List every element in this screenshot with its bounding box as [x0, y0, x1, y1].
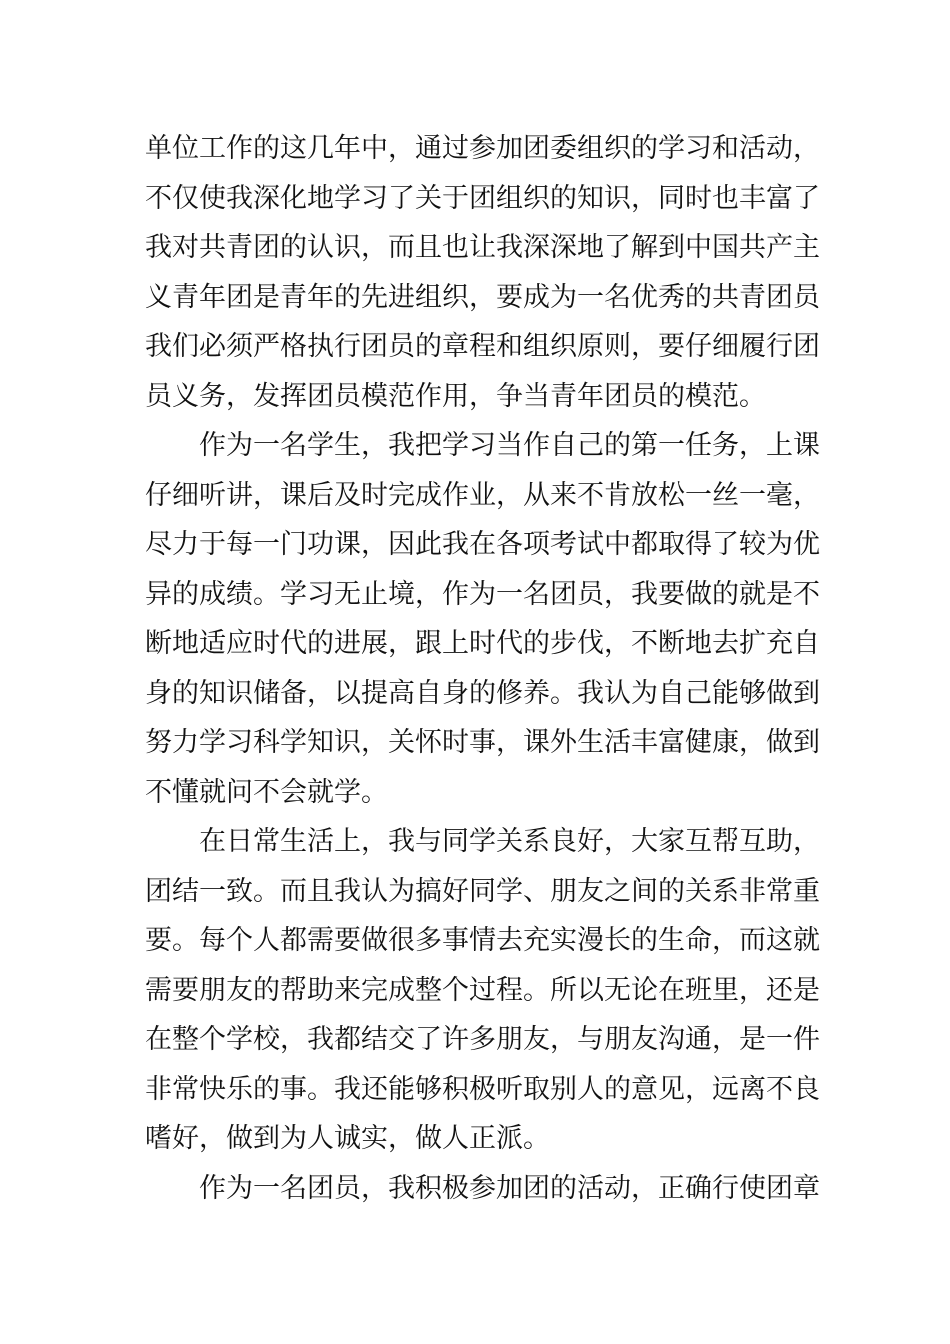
text-line: 不懂就问不会就学。: [145, 776, 388, 808]
body-text: [145, 124, 820, 1213]
text-line: 嗜好，做到为人诚实，做人正派。: [145, 1123, 550, 1154]
text-line: 作为一名学生，我把学习当作自己的第一任务，上课: [199, 430, 820, 461]
text-line: 身的知识储备，以提高自身的修养。我认为自己能够做到: [145, 677, 820, 709]
text-line: 断地适应时代的进展，跟上时代的步伐，不断地去扩充自: [145, 628, 820, 659]
text-line: 员义务，发挥团员模范作用，争当青年团员的模范。: [145, 380, 766, 412]
text-line: 作为一名团员，我积极参加团的活动，正确行使团章: [199, 1172, 820, 1204]
text-line: 我们必须严格执行团员的章程和组织原则，要仔细履行团: [145, 331, 820, 362]
text-line: 在整个学校，我都结交了许多朋友，与朋友沟通，是一件: [145, 1024, 820, 1055]
text-line: 要。每个人都需要做很多事情去充实漫长的生命，而这就: [145, 925, 820, 956]
text-line: 异的成绩。学习无止境，作为一名团员，我要做的就是不: [145, 578, 820, 610]
text-line: 单位工作的这几年中，通过参加团委组织的学习和活动，: [145, 133, 820, 164]
text-line: 尽力于每一门功课，因此我在各项考试中都取得了较为优: [145, 529, 820, 560]
text-line: 在日常生活上，我与同学关系良好，大家互帮互助，: [199, 826, 820, 857]
text-line: 我对共青团的认识，而且也让我深深地了解到中国共产主: [145, 232, 820, 263]
text-line: 非常快乐的事。我还能够积极听取别人的意见，远离不良: [145, 1073, 820, 1105]
text-line: 义青年团是青年的先进组织，要成为一名优秀的共青团员: [145, 281, 820, 313]
text-line: 需要朋友的帮助来完成整个过程。所以无论在班里，还是: [145, 974, 820, 1006]
text-line: 团结一致。而且我认为搞好同学、朋友之间的关系非常重: [145, 875, 820, 907]
text-line: 仔细听讲，课后及时完成作业，从来不肯放松一丝一毫，: [145, 479, 820, 511]
text-line: 努力学习科学知识，关怀时事，课外生活丰富健康，做到: [145, 727, 820, 758]
text-line: 不仅使我深化地学习了关于团组织的知识，同时也丰富了: [145, 182, 820, 214]
